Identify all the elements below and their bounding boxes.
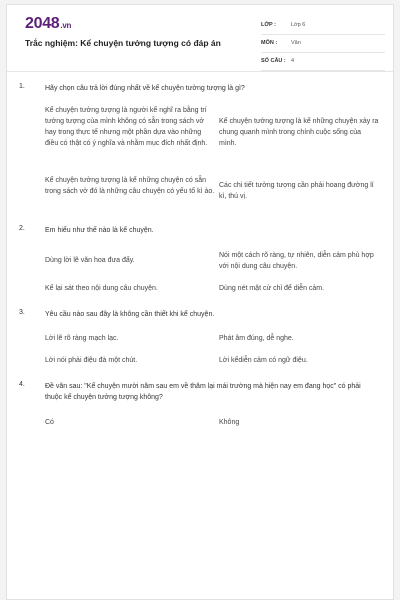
answer-option-a[interactable]: Dùng lời lẽ văn hoa đưa đẩy. [45,257,135,264]
answer-option-a[interactable]: Lời lẽ rõ ràng mạch lạc. [45,335,119,342]
meta-row-class [261,20,385,35]
page-title: Trắc nghiệm: Kể chuyện tưởng tượng có đáp án [25,38,221,48]
question-text: Hãy chọn câu trả lời đúng nhất về kể chuyện tưởng tượng là gì? [45,85,245,92]
answer-option-a[interactable]: Kể chuyện tưởng tượng là người kể nghĩ ra bằng trí tưởng tượng của mình không có sẵn trong sách vở hay trong thực tế nhưng một phần dựa vào những điều có thật có ý nghĩa và nhằm mục đích nhất định. [45,107,208,147]
answer-option-b[interactable]: Không [219,419,240,426]
answer-option-b[interactable]: Nói một cách rõ ràng, tự nhiên, diễn cảm phù hợp với nội dung câu chuyện. [219,252,374,270]
meta-label: MÔN : [261,40,278,46]
answer-option-d[interactable]: Các chi tiết tưởng tượng cần phải hoang đường lí kì, thú vị. [219,182,374,200]
site-logo[interactable] [25,15,71,33]
meta-info [261,20,385,74]
question-number: 1. [19,83,25,90]
question-text: Đề văn sau: "Kể chuyện mười năm sau em về thăm lại mái trường mà hiện nay em đang học" có phải thuộc kể chuyện tưởng tượng không? [45,383,361,401]
answer-option-c[interactable]: Lời nói phải điệu đà một chút. [45,357,138,364]
answer-option-b[interactable]: Kể chuyện tưởng tượng là kể những chuyện xảy ra chung quanh mình trong chính cuộc sống của mình. [219,118,379,147]
meta-value: Văn [291,40,301,46]
logo-suffix: .vn [60,21,72,30]
answer-option-c[interactable]: Kể chuyện tưởng tượng là kể những chuyện có sẵn trong sách vở đó là những câu chuyện có yếu tố kì ảo. [45,177,215,195]
worksheet [6,4,394,600]
answer-option-c[interactable]: Kể lại sát theo nội dung câu chuyện. [45,285,158,292]
meta-value: Lớp 6 [291,22,306,28]
meta-row-count [261,56,385,71]
answer-option-a[interactable]: Có [45,419,54,426]
question-text: Em hiểu như thế nào là kể chuyện. [45,227,154,234]
meta-label: SỐ CÂU : [261,58,286,64]
answer-option-b[interactable]: Phát âm đúng, dễ nghe. [219,335,294,342]
question-text: Yêu cầu nào sau đây là không cần thiết khi kể chuyện. [45,311,215,318]
answer-option-d[interactable]: Dùng nét mặt cử chỉ để diễn cảm. [219,285,325,292]
meta-row-subject [261,38,385,53]
question-number: 2. [19,225,25,232]
question-number: 3. [19,309,25,316]
meta-label: LỚP : [261,22,276,28]
header-divider [7,71,393,72]
header [7,5,393,71]
meta-value: 4 [291,58,295,64]
question-number: 4. [19,381,25,388]
logo-main: 2048 [25,15,60,32]
answer-option-d[interactable]: Lời kểdiễn cảm có ngữ điệu. [219,357,308,364]
